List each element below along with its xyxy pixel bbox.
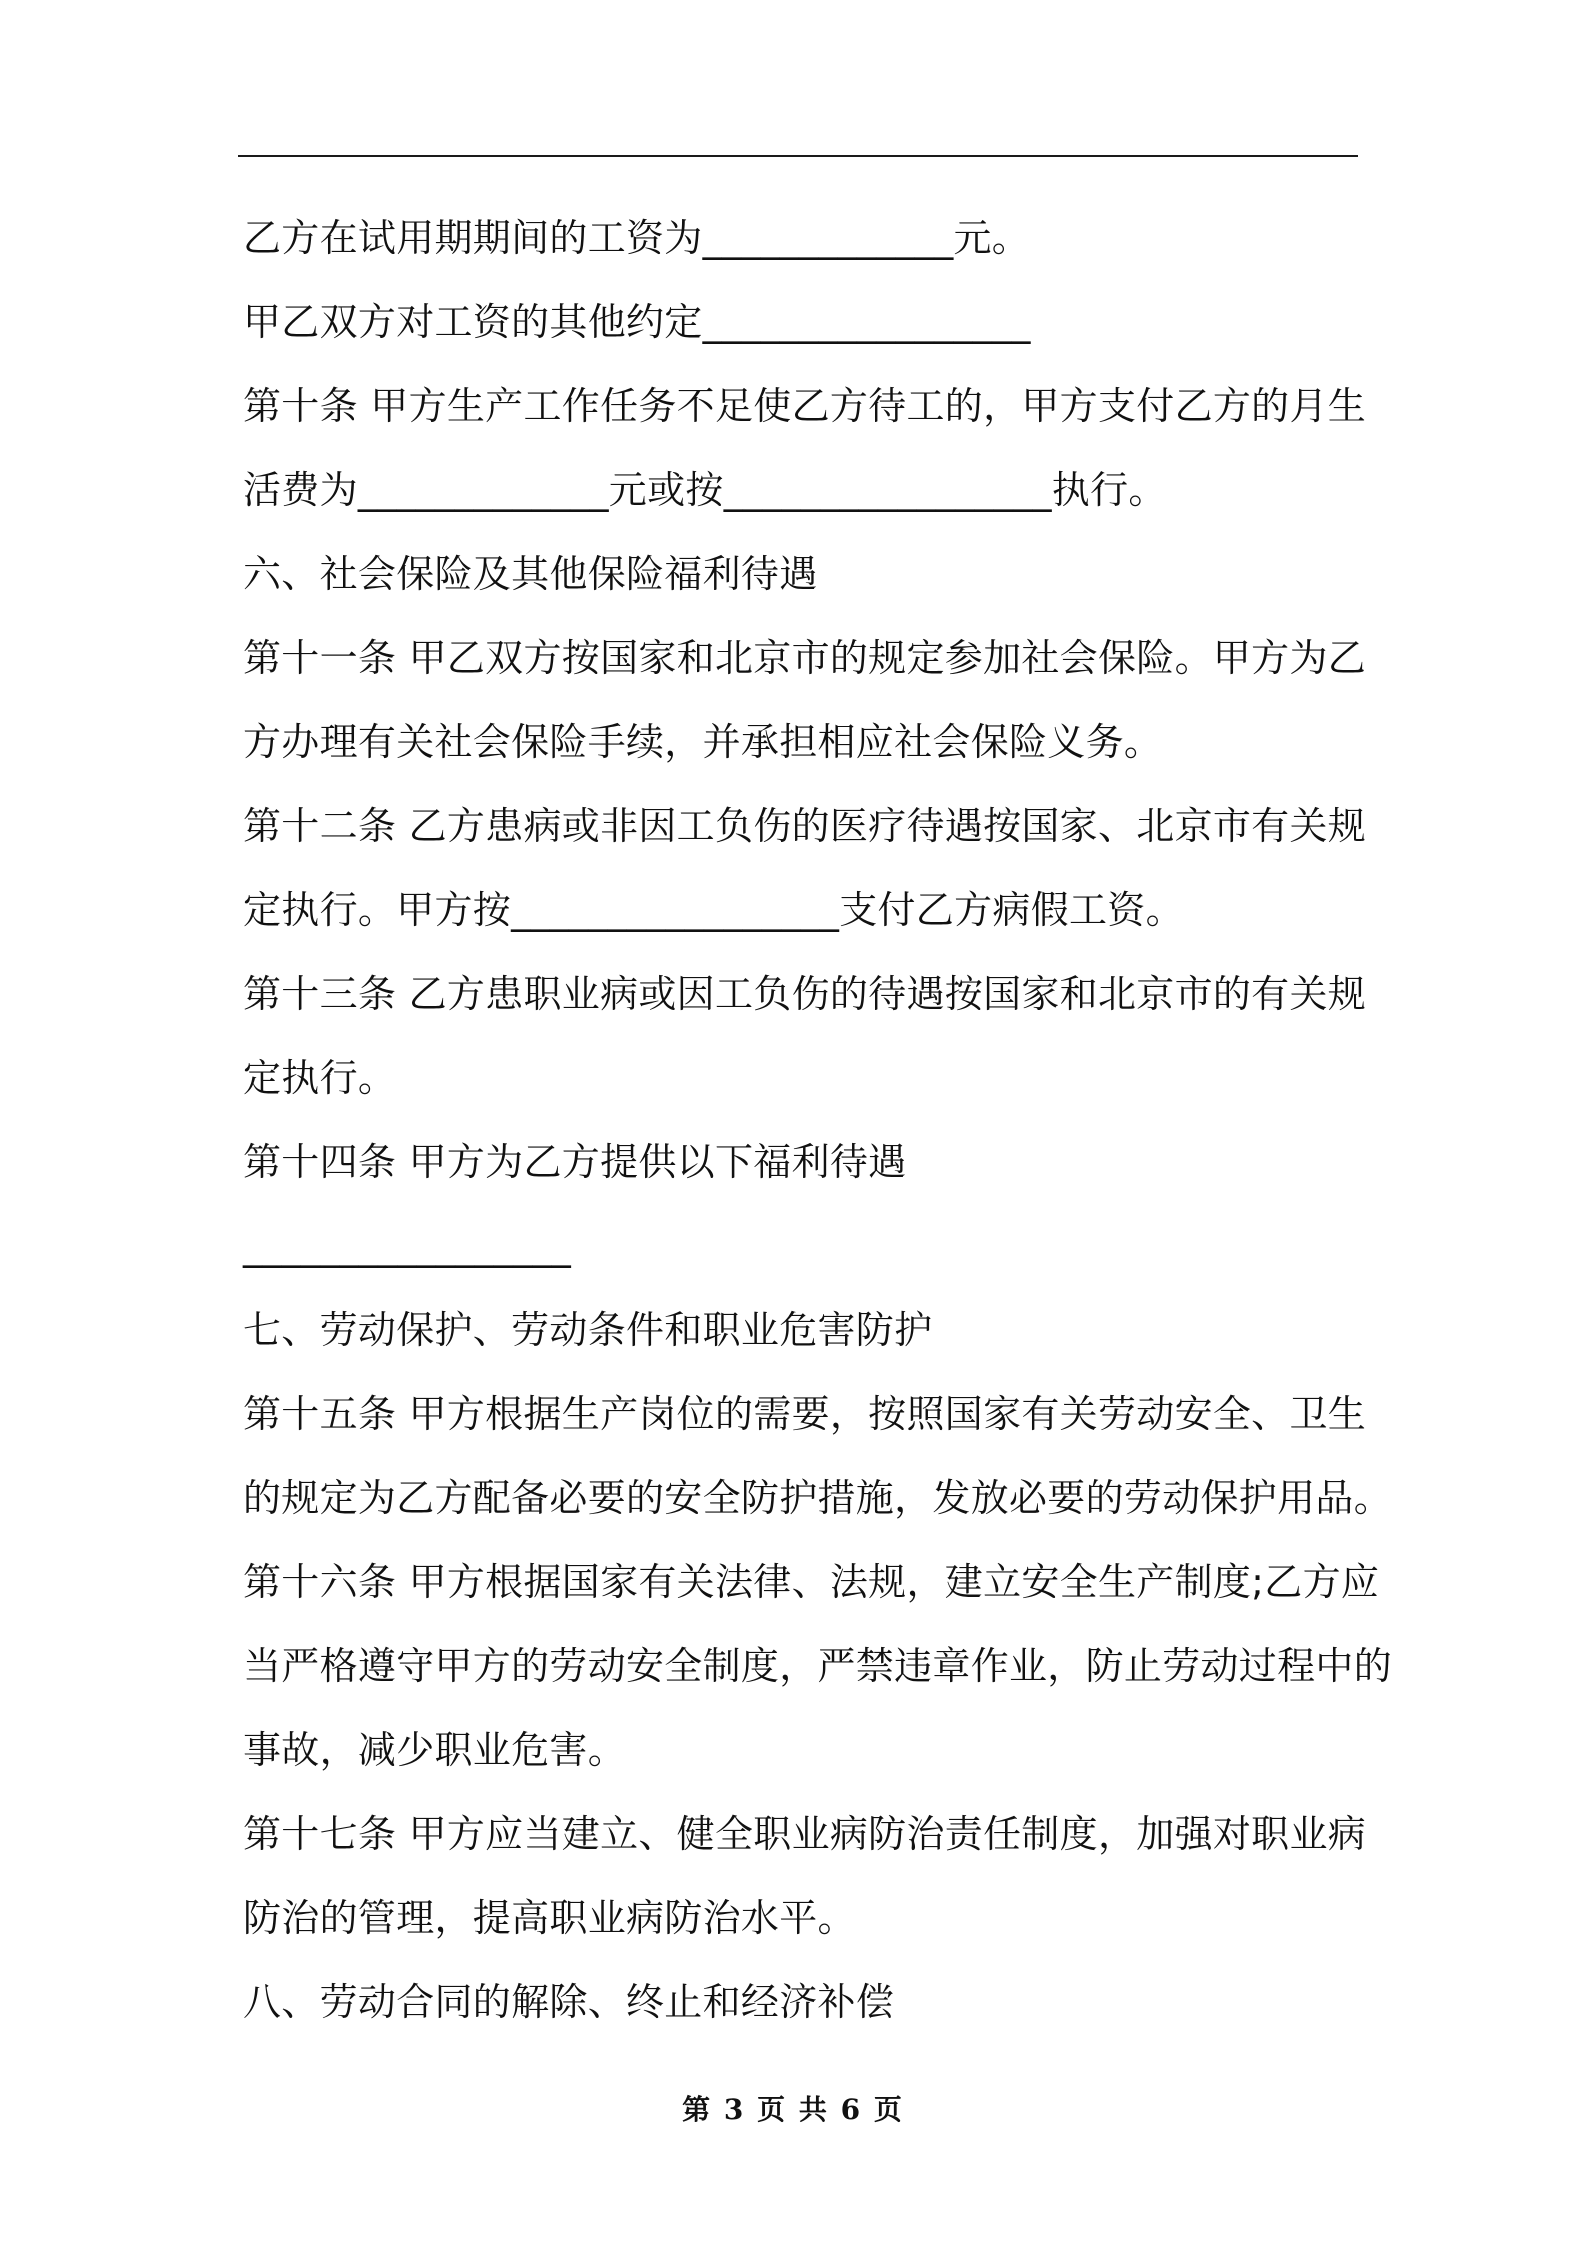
text-line: 定执行。甲方按_________________支付乙方病假工资。 (243, 888, 1184, 932)
text-line: 第十四条 甲方为乙方提供以下福利待遇 (243, 1140, 907, 1184)
text-line: 定执行。 (243, 1056, 397, 1100)
page-number: 第 3 页 共 6 页 (682, 2093, 904, 2126)
text-line: 事故，减少职业危害。 (243, 1728, 627, 1772)
text-line: 第十二条 乙方患病或非因工负伤的医疗待遇按国家、北京市有关规 (243, 804, 1367, 848)
section-heading: 七、劳动保护、劳动条件和职业危害防护 (243, 1308, 933, 1352)
text-line: 活费为_____________元或按_________________执行。 (243, 468, 1167, 512)
blank-fill-line: _________________ (243, 1224, 572, 1268)
text-line: 第十三条 乙方患职业病或因工负伤的待遇按国家和北京市的有关规 (243, 972, 1367, 1016)
text-line: 第十六条 甲方根据国家有关法律、法规，建立安全生产制度;乙方应 (243, 1560, 1380, 1604)
section-heading: 八、劳动合同的解除、终止和经济补偿 (243, 1980, 895, 2024)
text-line: 防治的管理，提高职业病防治水平。 (243, 1896, 856, 1940)
text-line: 方办理有关社会保险手续，并承担相应社会保险义务。 (243, 720, 1163, 764)
header-divider (238, 155, 1358, 157)
text-line: 乙方在试用期期间的工资为_____________元。 (243, 216, 1031, 260)
text-line: 的规定为乙方配备必要的安全防护措施，发放必要的劳动保护用品。 (243, 1476, 1393, 1520)
text-line: 当严格遵守甲方的劳动安全制度，严禁违章作业，防止劳动过程中的 (243, 1644, 1393, 1688)
text-line: 甲乙双方对工资的其他约定_________________ (243, 300, 1031, 344)
text-line: 第十条 甲方生产工作任务不足使乙方待工的，甲方支付乙方的月生 (243, 384, 1367, 428)
document-body (243, 196, 1393, 2044)
text-line: 第十五条 甲方根据生产岗位的需要，按照国家有关劳动安全、卫生 (243, 1392, 1367, 1436)
text-line: 第十一条 甲乙双方按国家和北京市的规定参加社会保险。甲方为乙 (243, 636, 1367, 680)
section-heading: 六、社会保险及其他保险福利待遇 (243, 552, 818, 596)
text-line: 第十七条 甲方应当建立、健全职业病防治责任制度，加强对职业病 (243, 1812, 1367, 1856)
